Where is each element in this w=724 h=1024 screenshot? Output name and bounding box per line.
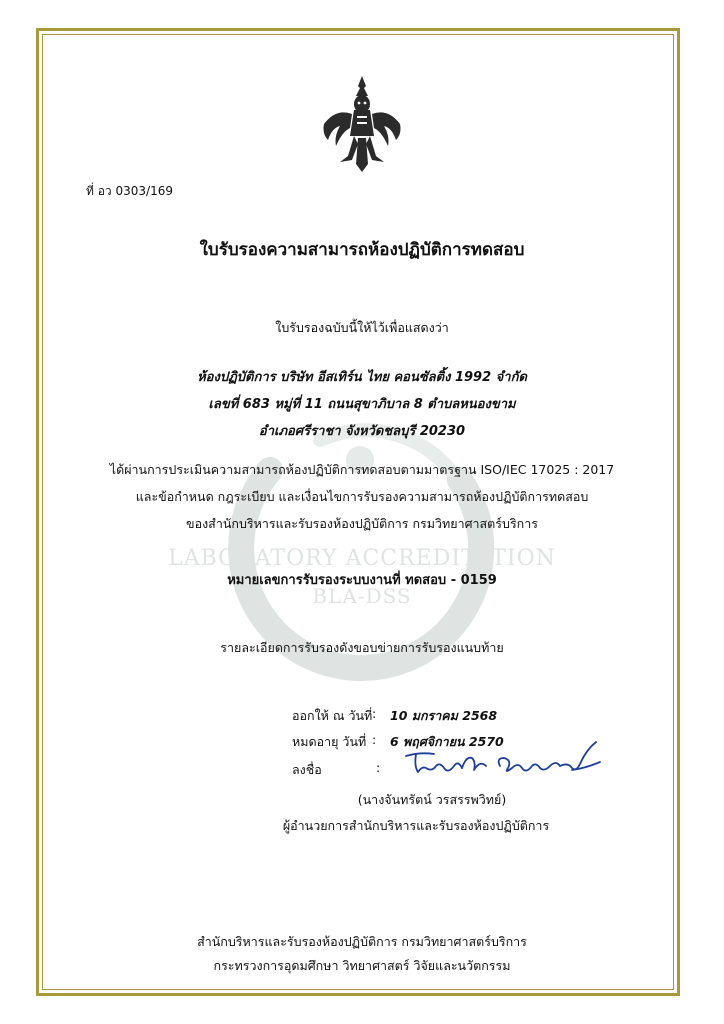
certificate-title: ใบรับรองความสามารถห้องปฏิบัติการทดสอบ — [199, 240, 525, 260]
expiry-date-colon: : — [372, 732, 377, 747]
laboratory-name: ห้องปฏิบัติการ บริษัท อีสเทิร์น ไทย คอนซัลติ้ง 1992 จำกัด — [197, 370, 527, 385]
expiry-date-label: หมดอายุ วันที่ — [292, 734, 367, 749]
signature-label: ลงชื่อ — [292, 762, 322, 777]
issued-date-value: 10 มกราคม 2568 — [390, 708, 498, 723]
statement-line3: ของสำนักบริหารและรับรองห้องปฏิบัติการ กรมวิทยาศาสตร์บริการ — [186, 516, 538, 531]
accreditation-number: หมายเลขการรับรองระบบงานที่ ทดสอบ - 0159 — [227, 573, 497, 588]
signature-colon: : — [376, 760, 381, 775]
handwritten-signature — [400, 736, 610, 784]
watermark-text-line2: BLA-DSS — [312, 584, 412, 608]
watermark-text-line1: LABORATORY ACCREDITATION — [168, 546, 556, 571]
issued-date-label: ออกให้ ณ วันที่ — [292, 708, 373, 723]
garuda-emblem-icon — [318, 74, 406, 174]
signer-name: (นางจันทรัตน์ วรสรรพวิทย์) — [357, 792, 507, 807]
statement-line2: และข้อกำหนด กฎระเบียบ และเงื่อนไขการรับรองความสามารถห้องปฏิบัติการทดสอบ — [135, 489, 589, 504]
signer-position: ผู้อำนวยการสำนักบริหารและรับรองห้องปฏิบัติการ — [282, 818, 550, 833]
laboratory-address-line1: เลขที่ 683 หมู่ที่ 11 ถนนสุขาภิบาล 8 ตำบลหนองขาม — [208, 397, 516, 412]
issued-date-colon: : — [372, 706, 377, 721]
document-number: ที่ อว 0303/169 — [86, 184, 173, 198]
certificate-intro: ใบรับรองฉบับนี้ให้ไว้เพื่อแสดงว่า — [275, 320, 449, 335]
statement-line1: ได้ผ่านการประเมินความสามารถห้องปฏิบัติการทดสอบตามมาตรฐาน ISO/IEC 17025 : 2017 — [109, 462, 615, 477]
footer-ministry: กระทรวงการอุดมศึกษา วิทยาศาสตร์ วิจัยและนวัตกรรม — [213, 958, 511, 973]
footer-office: สำนักบริหารและรับรองห้องปฏิบัติการ กรมวิทยาศาสตร์บริการ — [197, 934, 527, 949]
expiry-date-value: 6 พฤศจิกายน 2570 — [390, 734, 504, 749]
laboratory-address-line2: อำเภอศรีราชา จังหวัดชลบุรี 20230 — [258, 424, 466, 439]
scope-details-note: รายละเอียดการรับรองดังขอบข่ายการรับรองแนบท้าย — [220, 640, 504, 655]
